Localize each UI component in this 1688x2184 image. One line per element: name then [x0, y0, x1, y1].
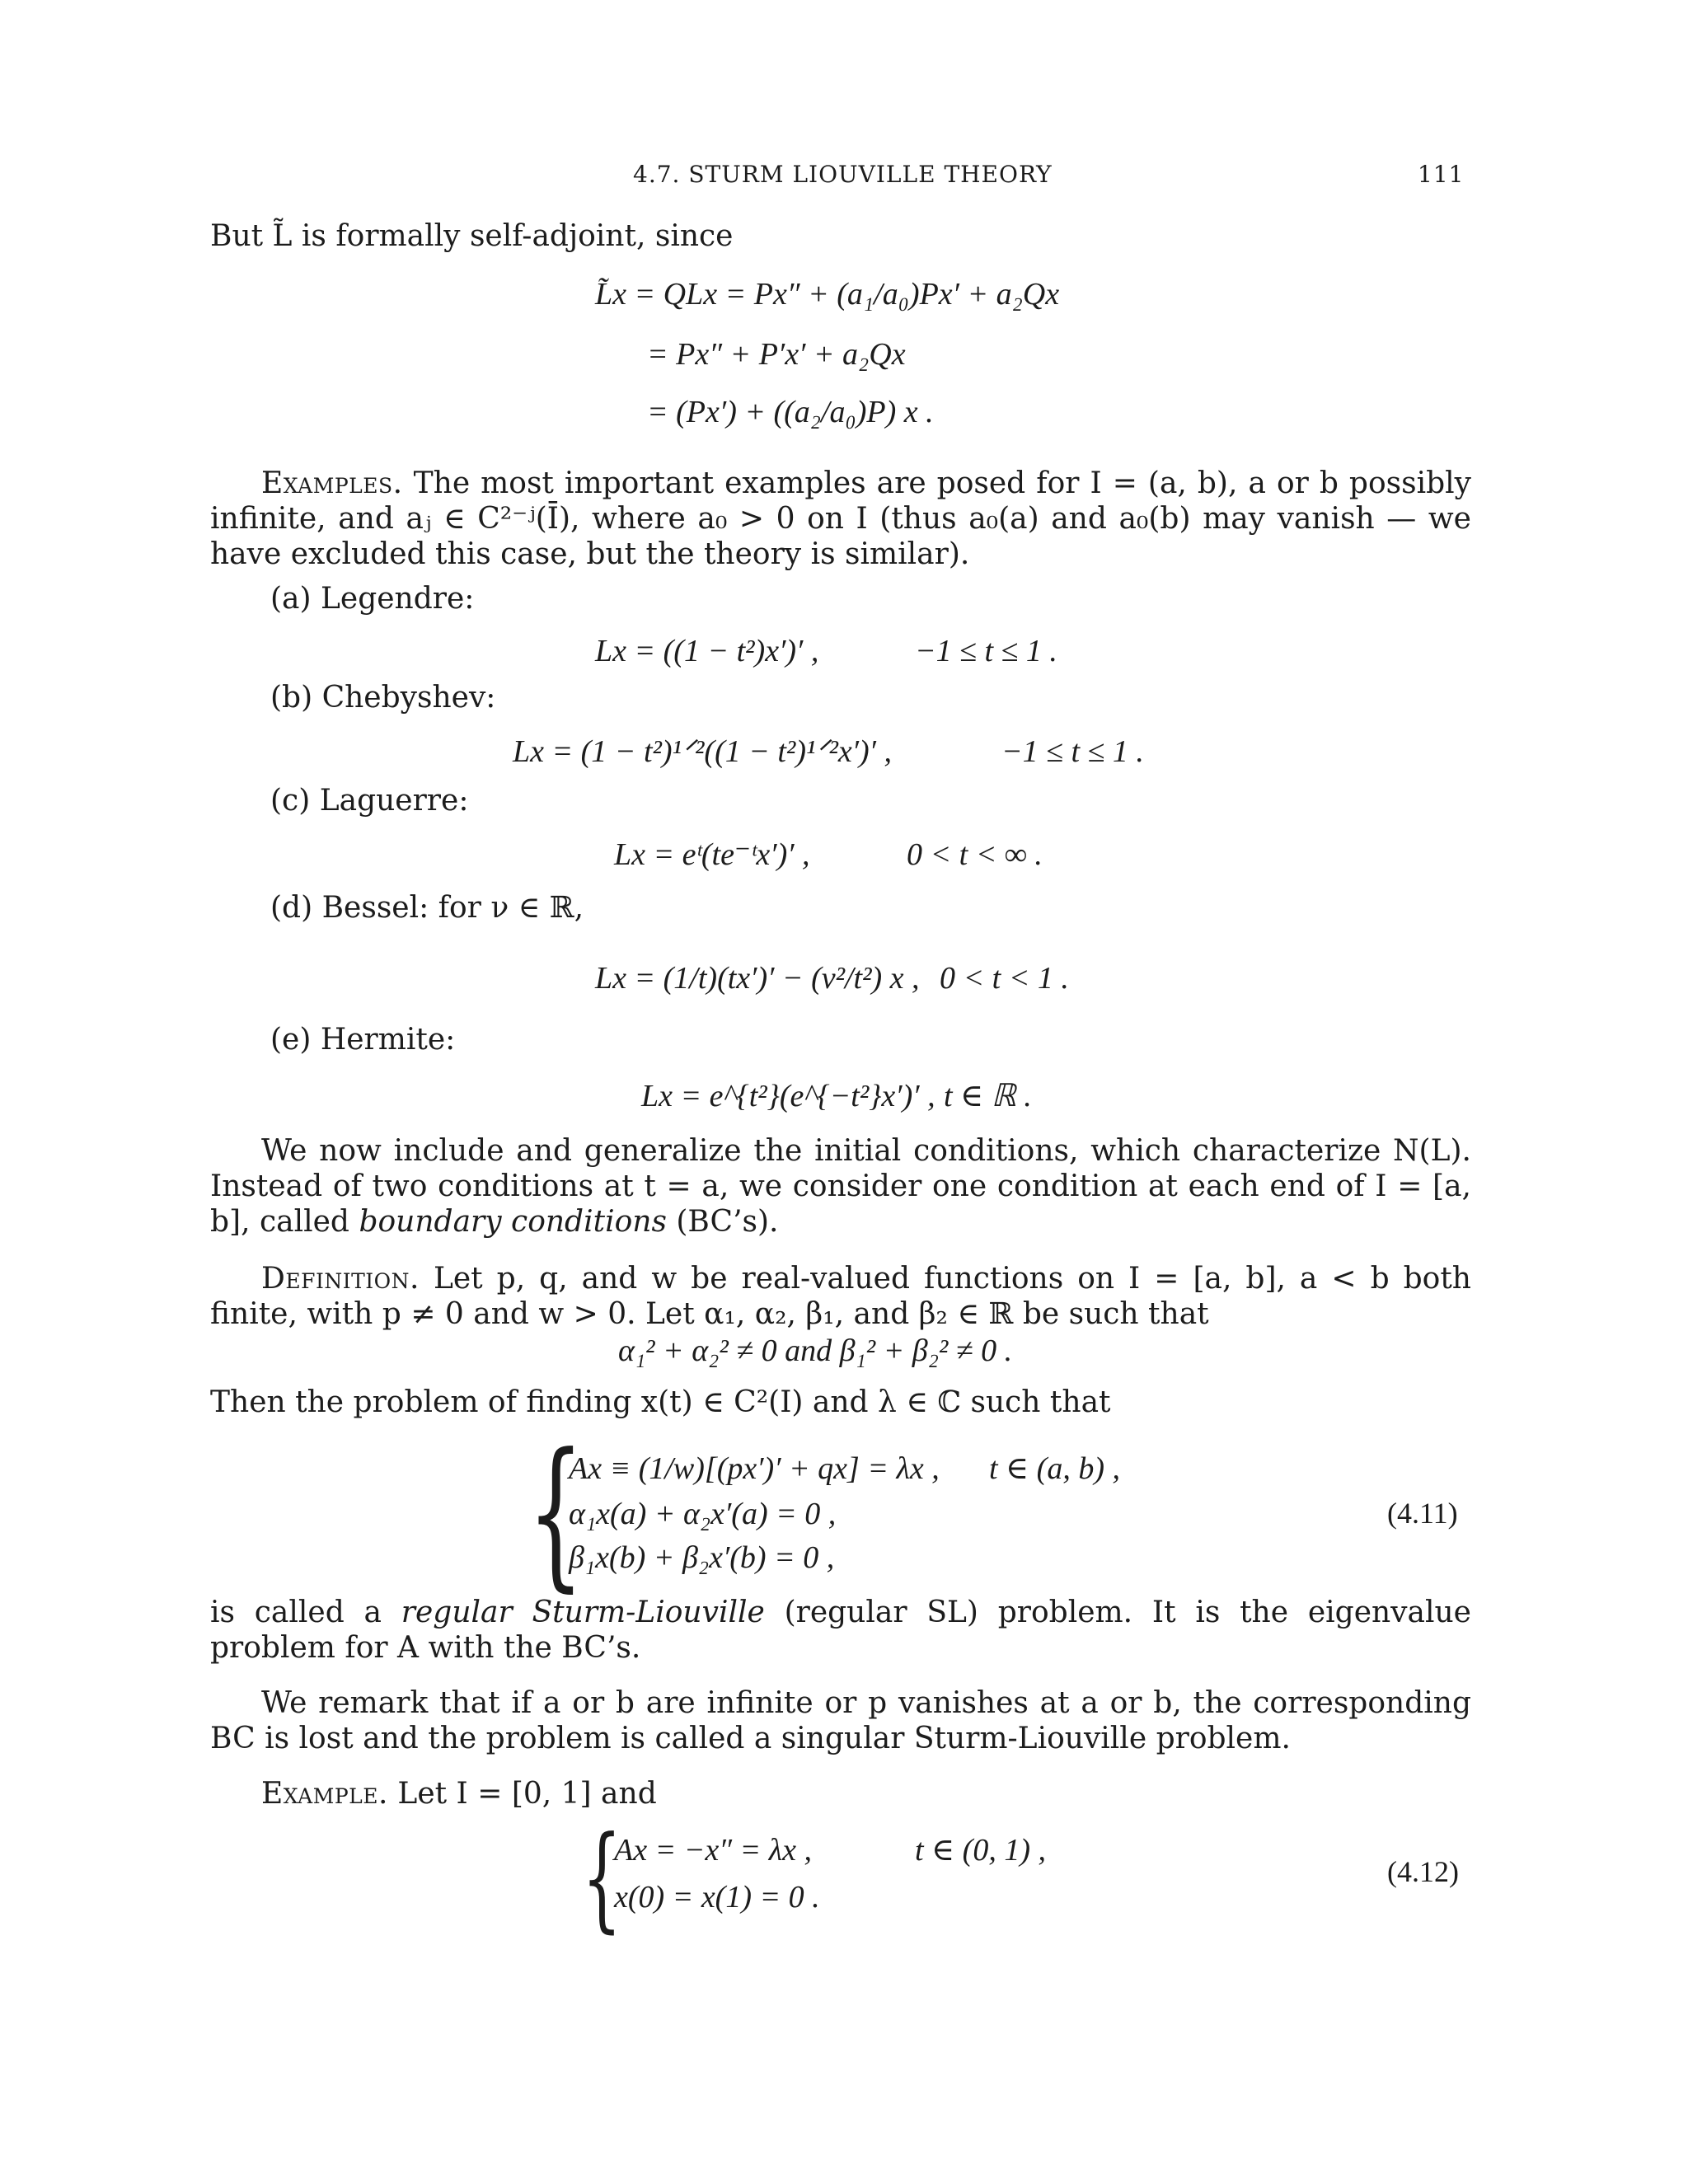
bc-text-before: We now include and generalize the initial conditions, which characterize N(L). Instead of two conditions at t = a, we consider one condition at each end of I = [a, b], called	[210, 1134, 1471, 1239]
example-domain-d: 0 < t < 1 .	[940, 961, 1069, 996]
eq-selfadjoint-line3: = (Px′) + ((a₂/a₀)P) x .	[647, 395, 934, 429]
example-eq-a: Lx = ((1 − t²)x′)′ ,	[595, 634, 819, 668]
example-label: Example.	[261, 1777, 388, 1811]
example-label-b: (b) Chebyshev:	[270, 681, 496, 715]
example-eq-c: Lx = eᵗ(te⁻ᵗx′)′ ,	[614, 837, 810, 872]
example-eq-d: Lx = (1/t)(tx′)′ − (ν²/t²) x ,	[595, 961, 920, 996]
eq-selfadjoint-line1: L̃x = QLx = Px″ + (a₁/a₀)Px′ + a₂Qx	[595, 277, 1060, 312]
example-paragraph	[210, 1776, 1471, 1811]
example-label-e: (e) Hermite:	[270, 1023, 456, 1057]
system-brace-412: {	[582, 1811, 622, 1944]
bc-text-after: (BC’s).	[676, 1205, 779, 1239]
example-label-c: (c) Laguerre:	[270, 784, 469, 818]
regular-emph: regular Sturm-Liouville	[401, 1596, 765, 1629]
example-text: Let I = [0, 1] and	[397, 1777, 657, 1811]
eq-number-411: (4.11)	[1387, 1497, 1458, 1530]
page-number: 111	[1418, 161, 1465, 188]
regular-text-before: is called a	[210, 1596, 382, 1629]
regular-sl-paragraph	[210, 1595, 1471, 1666]
example-eq-e: Lx = e^{t²}(e^{−t²}x′)′ ,	[641, 1079, 935, 1113]
eq-411-line2: α₁x(a) + α₂x′(a) = 0 ,	[569, 1497, 837, 1531]
singular-text: We remark that if a or b are infinite or p vanishes at a or b, the corresponding BC is lost and the problem is called a singular Sturm-Liouville problem.	[210, 1686, 1471, 1755]
example-domain-b: −1 ≤ t ≤ 1 .	[1001, 734, 1144, 769]
bc-paragraph	[210, 1133, 1471, 1240]
examples-text: The most important examples are posed for I = (a, b), a or b possibly infinite, and aⱼ ∈ C²⁻ʲ(Ī), where a₀ > 0 on I (thus a₀(a) and a₀(b) may vanish — we have excluded this case, but the theory is similar).	[210, 466, 1471, 571]
regular-text-after: (regular SL) problem. It is the eigenvalue problem for A with the BC’s.	[210, 1596, 1471, 1665]
eq-411-line3: β₁x(b) + β₂x′(b) = 0 ,	[569, 1540, 835, 1575]
system-brace-411: {	[528, 1419, 584, 1607]
intro-line: But L̃ is formally self-adjoint, since	[210, 219, 734, 253]
example-domain-e: t ∈ ℝ .	[944, 1079, 1032, 1113]
running-header: 4.7. STURM LIOUVILLE THEORY	[633, 161, 1053, 188]
eq-selfadjoint-line2: = Px″ + P′x′ + a₂Qx	[647, 337, 906, 372]
definition-text: Let p, q, and w be real-valued functions on I = [a, b], a < b both finite, with p ≠ 0 and w > 0. Let α₁, α₂, β₁, and β₂ ∈ ℝ be such that	[210, 1262, 1471, 1331]
example-domain-a: −1 ≤ t ≤ 1 .	[915, 634, 1057, 668]
singular-paragraph	[210, 1685, 1471, 1756]
eq-412-line2: x(0) = x(1) = 0 .	[614, 1880, 820, 1915]
eq-number-412: (4.12)	[1387, 1855, 1459, 1888]
examples-label: Examples.	[261, 466, 403, 500]
definition-label: Definition.	[261, 1262, 420, 1296]
then-line: Then the problem of finding x(t) ∈ C²(I) and λ ∈ ℂ such that	[210, 1385, 1111, 1419]
eq-411-line1-domain: t ∈ (a, b) ,	[989, 1451, 1120, 1486]
examples-paragraph	[210, 466, 1471, 572]
eq-412-line1: Ax = −x″ = λx ,	[614, 1833, 813, 1868]
bc-emph: boundary conditions	[359, 1205, 667, 1239]
example-label-d: (d) Bessel: for ν ∈ ℝ,	[270, 891, 584, 925]
example-label-a: (a) Legendre:	[270, 582, 475, 616]
eq-alpha-beta: α₁² + α₂² ≠ 0 and β₁² + β₂² ≠ 0 .	[618, 1333, 1013, 1368]
example-eq-b: Lx = (1 − t²)¹ᐟ²((1 − t²)¹ᐟ²x′)′ ,	[513, 734, 892, 769]
example-domain-c: 0 < t < ∞ .	[907, 837, 1043, 872]
eq-412-line1-domain: t ∈ (0, 1) ,	[915, 1833, 1046, 1868]
definition-paragraph	[210, 1261, 1471, 1332]
eq-411-line1: Ax ≡ (1/w)[(px′)′ + qx] = λx ,	[569, 1451, 940, 1486]
